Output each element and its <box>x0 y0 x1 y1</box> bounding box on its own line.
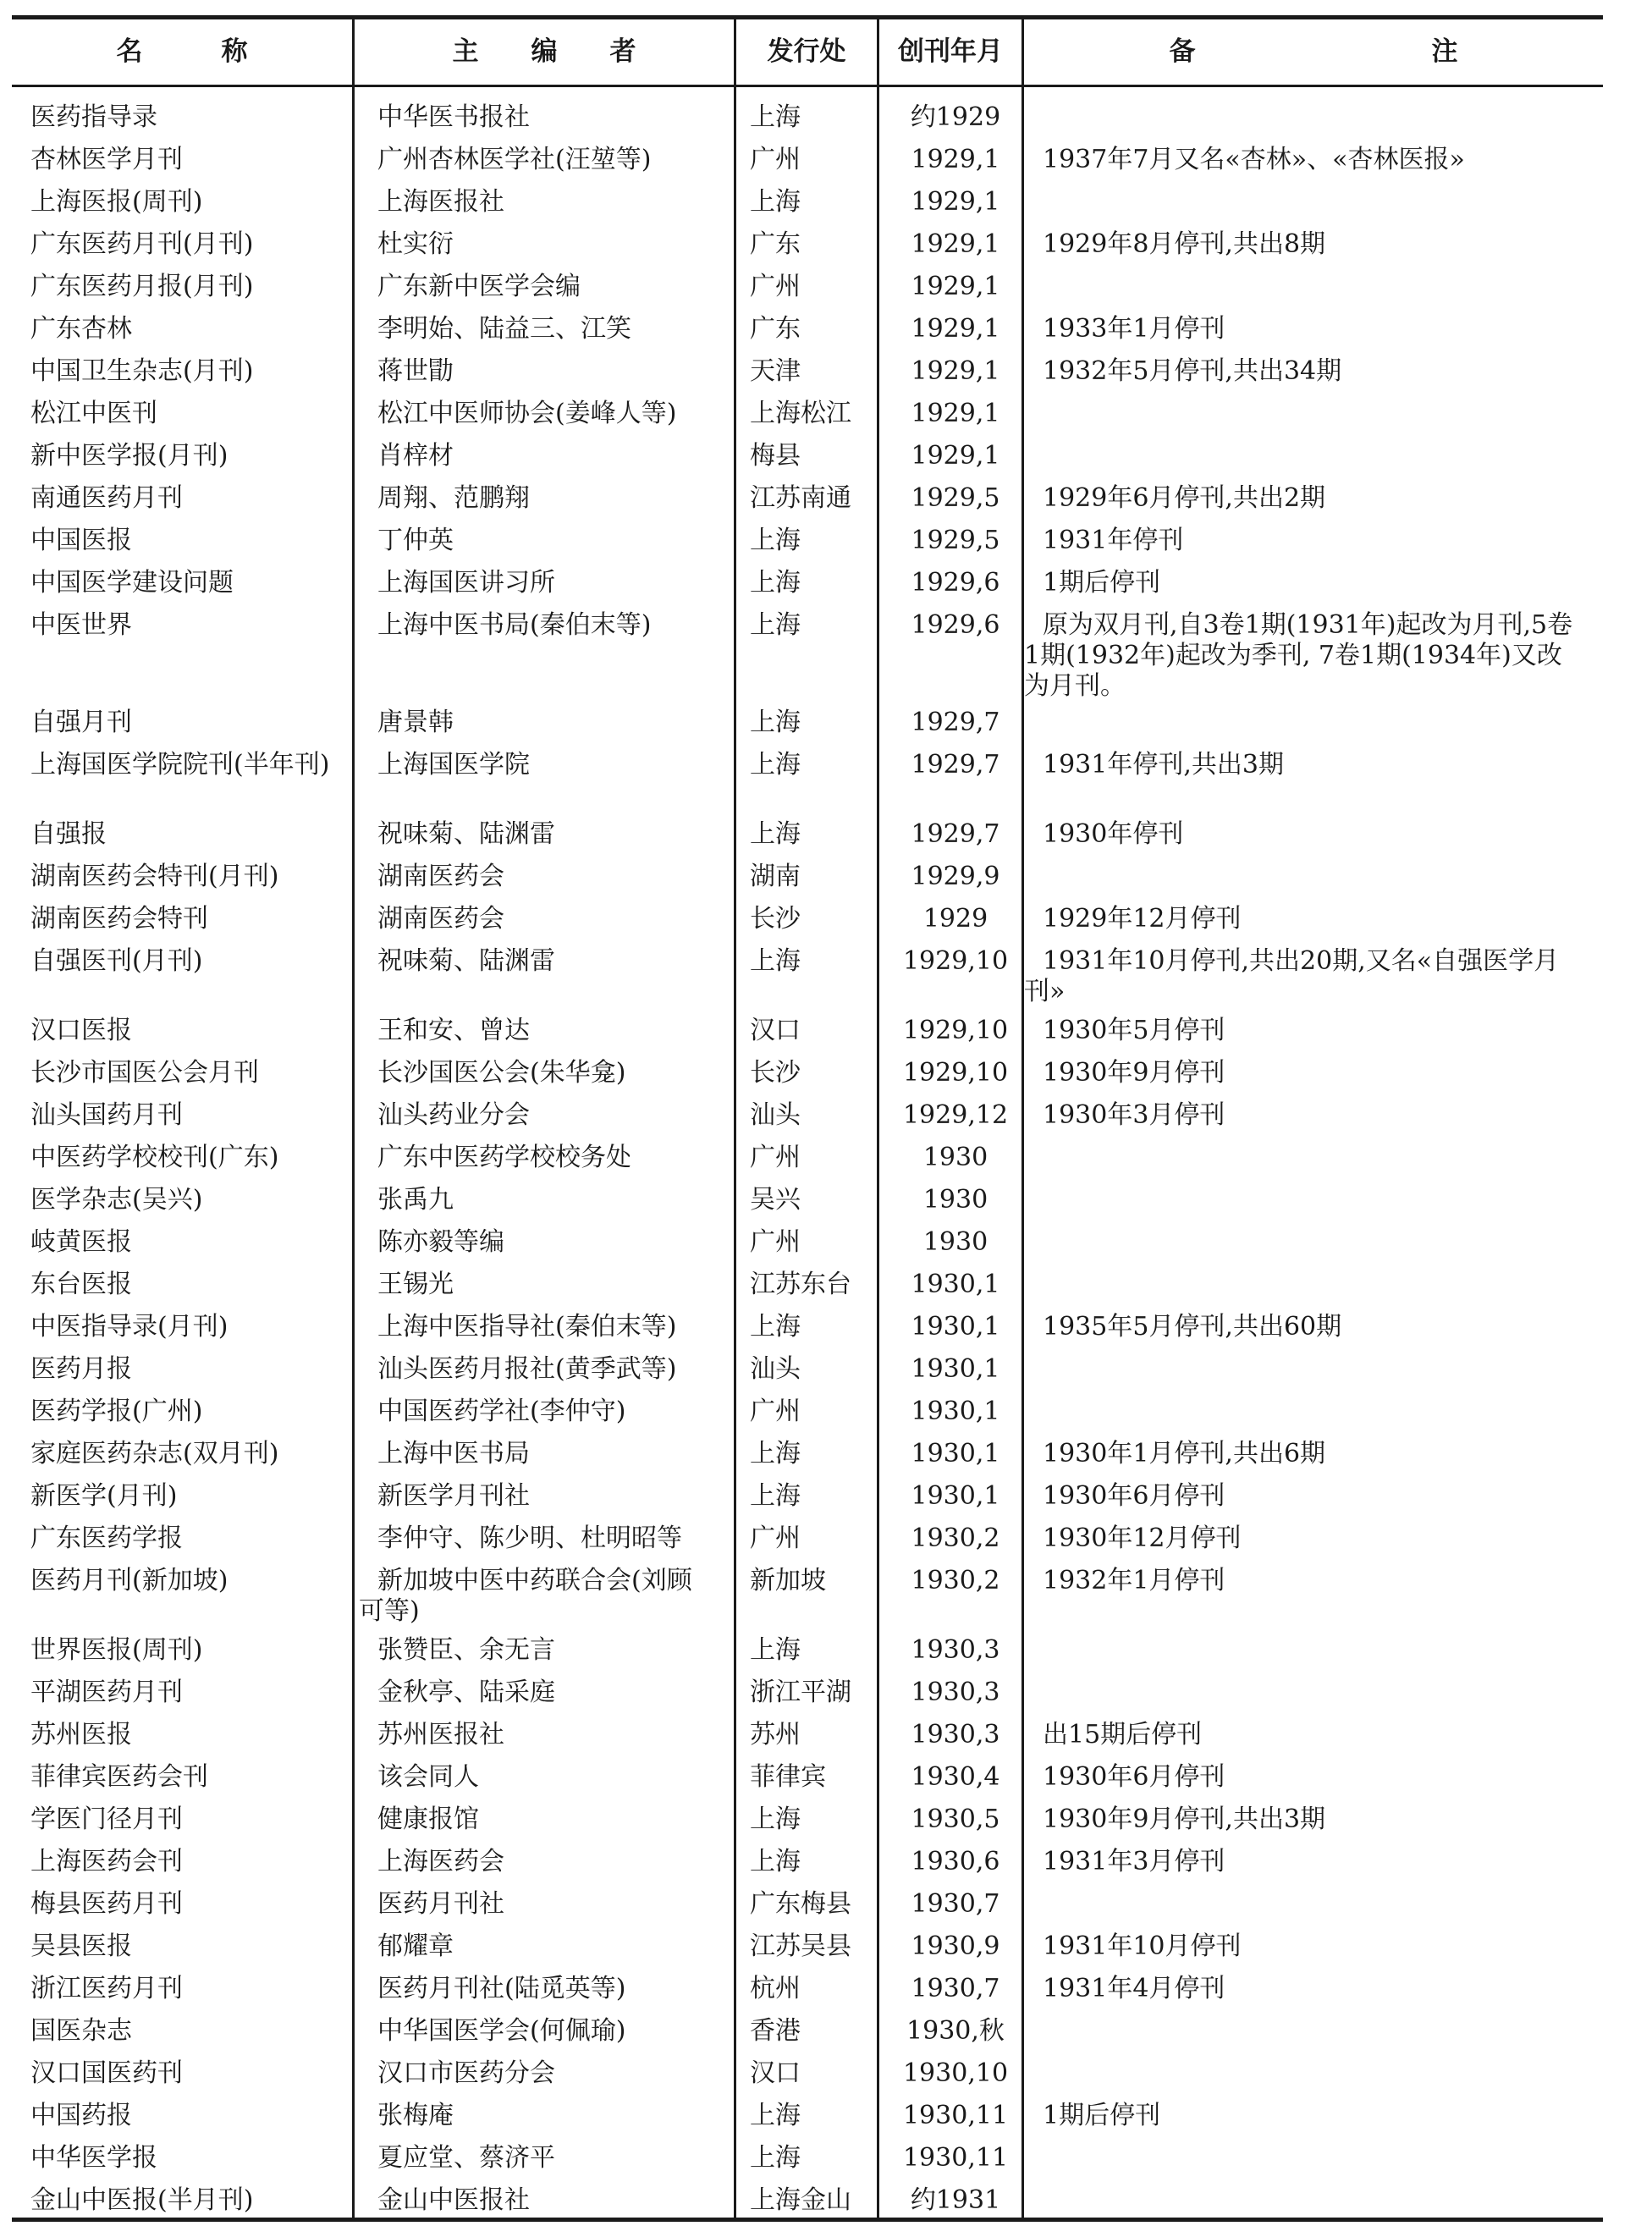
table-row <box>12 97 1603 140</box>
table-row <box>12 436 1603 478</box>
cell-editor: 祝味菊、陆渊雷 <box>377 946 555 976</box>
cell-year: 1929,1 <box>911 314 1000 344</box>
cell-editor: 该会同人 <box>377 1762 479 1792</box>
cell-editor: 松江中医师协会(姜峰人等) <box>377 399 677 428</box>
cell-editor: 汕头医药月报社(黄季武等) <box>377 1354 677 1384</box>
table-row <box>12 1561 1603 1630</box>
cell-year: 1929,5 <box>911 483 1000 513</box>
cell-place: 江苏东台 <box>750 1270 851 1299</box>
table-row <box>12 1265 1603 1307</box>
cell-editor: 湖南医药会 <box>377 862 504 891</box>
cell-name: 世界医报(周刊) <box>30 1635 203 1665</box>
cell-name: 梅县医药月刊 <box>30 1889 183 1919</box>
cell-place: 香港 <box>750 2016 801 2046</box>
table-row <box>12 2180 1603 2223</box>
periodical-table <box>12 0 1603 2237</box>
cell-year: 1930,1 <box>911 1270 1000 1299</box>
table-row <box>12 1476 1603 1518</box>
cell-name: 苏州医报 <box>30 1720 132 1749</box>
cell-place: 上海 <box>750 526 801 555</box>
cell-place: 广州 <box>750 145 801 174</box>
cell-year: 1930,7 <box>911 1889 1000 1919</box>
table-row <box>12 1180 1603 1222</box>
cell-note: 1930年6月停刊 <box>1043 1481 1225 1511</box>
table-row <box>12 267 1603 309</box>
cell-editor: 蒋世勖 <box>377 356 454 386</box>
cell-place: 广州 <box>750 1523 801 1553</box>
cell-place: 上海金山 <box>750 2185 851 2215</box>
table-body <box>12 97 1603 2223</box>
cell-place: 上海 <box>750 2101 801 2130</box>
cell-year: 1929,1 <box>911 145 1000 174</box>
cell-year: 1929,7 <box>911 750 1000 780</box>
cell-place: 汉口 <box>750 1016 801 1045</box>
cell-place: 上海 <box>750 1481 801 1511</box>
cell-year: 1929,12 <box>902 1100 1009 1130</box>
cell-name: 金山中医报(半月刊) <box>30 2185 254 2215</box>
cell-name: 湖南医药会特刊 <box>30 904 208 934</box>
cell-name: 广东杏林 <box>30 314 132 344</box>
cell-name: 汉口医报 <box>30 1016 132 1045</box>
cell-editor: 丁仲英 <box>377 526 454 555</box>
cell-name: 南通医药月刊 <box>30 483 183 513</box>
cell-note: 1929年12月停刊 <box>1043 904 1242 934</box>
table-row <box>12 1630 1603 1672</box>
cell-editor: 新医学月刊社 <box>377 1481 530 1511</box>
cell-editor: 唐景韩 <box>377 708 454 737</box>
cell-name: 自强月刊 <box>30 708 132 737</box>
table-row <box>12 309 1603 351</box>
cell-year: 1930,1 <box>911 1354 1000 1384</box>
cell-name: 中国药报 <box>30 2101 132 2130</box>
cell-editor: 王锡光 <box>377 1270 454 1299</box>
table-row <box>12 182 1603 224</box>
cell-name: 中医指导录(月刊) <box>30 1312 229 1342</box>
table-row <box>12 351 1603 394</box>
table-row <box>12 745 1603 814</box>
cell-year: 1930,1 <box>911 1481 1000 1511</box>
cell-name: 家庭医药杂志(双月刊) <box>30 1439 279 1468</box>
cell-note: 1931年3月停刊 <box>1043 1847 1225 1876</box>
cell-editor: 广东新中医学会编 <box>377 272 581 301</box>
cell-note: 1937年7月又名«杏林»、«杏林医报» <box>1043 145 1465 174</box>
cell-name: 东台医报 <box>30 1270 132 1299</box>
cell-place: 上海 <box>750 819 801 849</box>
cell-year: 1930,11 <box>902 2101 1009 2130</box>
cell-editor: 夏应堂、蔡济平 <box>377 2143 555 2173</box>
table-row <box>12 1011 1603 1053</box>
cell-name: 中国医报 <box>30 526 132 555</box>
cell-editor: 汉口市医药分会 <box>377 2058 555 2088</box>
cell-note: 1930年3月停刊 <box>1043 1100 1225 1130</box>
column-header-name: 名 称 <box>116 36 248 67</box>
cell-year: 1929,6 <box>911 568 1000 598</box>
cell-place: 广州 <box>750 1227 801 1257</box>
cell-note: 1930年5月停刊 <box>1043 1016 1225 1045</box>
table-row <box>12 1518 1603 1561</box>
cell-place: 上海 <box>750 2143 801 2173</box>
cell-name: 医药学报(广州) <box>30 1397 203 1426</box>
cell-place: 湖南 <box>750 862 801 891</box>
cell-name: 广东医药月刊(月刊) <box>30 229 254 259</box>
cell-note: 1931年10月停刊,共出20期,又名«自强医学月刊» <box>1024 946 1560 1006</box>
cell-editor: 广州杏林医学社(汪堃等) <box>377 145 652 174</box>
cell-name: 汕头国药月刊 <box>30 1100 183 1130</box>
cell-year: 约1929 <box>910 102 1001 132</box>
cell-year: 约1931 <box>910 2185 1001 2215</box>
cell-editor: 王和安、曾达 <box>377 1016 530 1045</box>
table-row <box>12 1307 1603 1349</box>
cell-year: 1929,7 <box>911 819 1000 849</box>
table-row <box>12 1715 1603 1757</box>
cell-note: 出15期后停刊 <box>1043 1720 1203 1749</box>
table-row <box>12 1672 1603 1715</box>
cell-editor: 李明始、陆益三、江笑 <box>377 314 631 344</box>
cell-place: 浙江平湖 <box>750 1678 851 1707</box>
cell-name: 杏林医学月刊 <box>30 145 183 174</box>
table-row <box>12 1138 1603 1180</box>
table-row <box>12 857 1603 899</box>
cell-year: 1930,7 <box>911 1974 1000 2003</box>
cell-year: 1929,1 <box>911 356 1000 386</box>
cell-editor: 中华国医学会(何佩瑜) <box>377 2016 626 2046</box>
cell-name: 自强医刊(月刊) <box>30 946 203 976</box>
cell-editor: 长沙国医公会(朱华龛) <box>377 1058 626 1088</box>
cell-place: 杭州 <box>750 1974 801 2003</box>
table-row <box>12 1053 1603 1095</box>
cell-editor: 郁耀章 <box>377 1931 454 1961</box>
cell-place: 广州 <box>750 1143 801 1172</box>
cell-place: 广州 <box>750 272 801 301</box>
cell-name: 中国医学建设问题 <box>30 568 234 598</box>
cell-year: 1929,10 <box>902 1058 1009 1088</box>
cell-name: 自强报 <box>30 819 107 849</box>
cell-place: 上海 <box>750 610 801 640</box>
table-row <box>12 1884 1603 1926</box>
cell-name: 浙江医药月刊 <box>30 1974 183 2003</box>
cell-year: 1929,1 <box>911 272 1000 301</box>
cell-editor: 上海国医讲习所 <box>377 568 555 598</box>
cell-year: 1930,4 <box>911 1762 1000 1792</box>
cell-editor: 汕头药业分会 <box>377 1100 530 1130</box>
cell-place: 广州 <box>750 1397 801 1426</box>
cell-year: 1930,3 <box>911 1678 1000 1707</box>
cell-year: 1929,10 <box>902 1016 1009 1045</box>
cell-year: 1930,3 <box>911 1720 1000 1749</box>
cell-year: 1929,10 <box>902 946 1009 976</box>
cell-name: 医药月刊(新加坡) <box>30 1566 229 1595</box>
cell-name: 中医世界 <box>30 610 132 640</box>
cell-note: 1929年8月停刊,共出8期 <box>1043 229 1326 259</box>
cell-place: 汕头 <box>750 1100 801 1130</box>
cell-place: 广东梅县 <box>750 1889 851 1919</box>
cell-editor: 张梅庵 <box>377 2101 454 2130</box>
cell-editor: 陈亦毅等编 <box>377 1227 504 1257</box>
table-row <box>12 814 1603 857</box>
cell-year: 1929 <box>922 904 988 934</box>
cell-editor: 金山中医报社 <box>377 2185 530 2215</box>
cell-place: 梅县 <box>750 441 801 471</box>
table-row <box>12 478 1603 521</box>
cell-editor: 中华医书报社 <box>377 102 530 132</box>
table-row <box>12 1434 1603 1476</box>
table-row <box>12 941 1603 1011</box>
cell-place: 汕头 <box>750 1354 801 1384</box>
column-header-editor: 主 编 者 <box>452 36 636 67</box>
cell-name: 广东医药学报 <box>30 1523 183 1553</box>
cell-note: 1930年停刊 <box>1043 819 1184 849</box>
cell-place: 上海 <box>750 750 801 780</box>
column-header-note: 备 注 <box>1169 36 1458 67</box>
cell-year: 1929,9 <box>911 862 1000 891</box>
cell-place: 上海 <box>750 946 801 976</box>
cell-year: 1930,1 <box>911 1312 1000 1342</box>
cell-editor: 金秋亭、陆采庭 <box>377 1678 555 1707</box>
cell-name: 国医杂志 <box>30 2016 132 2046</box>
cell-place: 上海松江 <box>750 399 851 428</box>
cell-name: 中国卫生杂志(月刊) <box>30 356 254 386</box>
cell-editor: 上海中医指导社(秦伯末等) <box>377 1312 677 1342</box>
cell-editor: 医药月刊社(陆觅英等) <box>377 1974 626 2003</box>
cell-note: 1931年10月停刊 <box>1043 1931 1242 1961</box>
cell-place: 上海 <box>750 187 801 217</box>
cell-place: 上海 <box>750 102 801 132</box>
cell-year: 1930,1 <box>911 1397 1000 1426</box>
cell-note: 1930年1月停刊,共出6期 <box>1043 1439 1326 1468</box>
cell-editor: 李仲守、陈少明、杜明昭等 <box>377 1523 682 1553</box>
cell-year: 1930,9 <box>911 1931 1000 1961</box>
cell-note: 1929年6月停刊,共出2期 <box>1043 483 1326 513</box>
table-row <box>12 2053 1603 2096</box>
cell-place: 长沙 <box>750 904 801 934</box>
cell-name: 上海国医学院院刊(半年刊) <box>30 750 330 780</box>
cell-name: 中华医学报 <box>30 2143 157 2173</box>
cell-place: 上海 <box>750 1312 801 1342</box>
table-row <box>12 899 1603 941</box>
cell-note: 1932年5月停刊,共出34期 <box>1043 356 1342 386</box>
table-row <box>12 2096 1603 2138</box>
cell-note: 原为双月刊,自3卷1期(1931年)起改为月刊,5卷1期(1932年)起改为季刊, 7卷1期(1934年)又改为月刊。 <box>1024 610 1573 701</box>
cell-name: 医学杂志(吴兴) <box>30 1185 203 1215</box>
table-row <box>12 521 1603 563</box>
cell-editor: 肖梓材 <box>377 441 454 471</box>
cell-place: 汉口 <box>750 2058 801 2088</box>
cell-place: 苏州 <box>750 1720 801 1749</box>
cell-editor: 上海国医学院 <box>377 750 530 780</box>
cell-name: 岐黄医报 <box>30 1227 132 1257</box>
cell-year: 1929,1 <box>911 187 1000 217</box>
cell-place: 上海 <box>750 1804 801 1834</box>
cell-place: 吴兴 <box>750 1185 801 1215</box>
cell-place: 新加坡 <box>750 1566 826 1595</box>
cell-place: 长沙 <box>750 1058 801 1088</box>
cell-name: 长沙市国医公会月刊 <box>30 1058 259 1088</box>
table-row <box>12 1349 1603 1391</box>
header-rule <box>12 85 1603 87</box>
cell-note: 1930年9月停刊,共出3期 <box>1043 1804 1326 1834</box>
cell-year: 1930,3 <box>911 1635 1000 1665</box>
cell-place: 江苏吴县 <box>750 1931 851 1961</box>
cell-name: 湖南医药会特刊(月刊) <box>30 862 279 891</box>
table-row <box>12 1095 1603 1138</box>
cell-year: 1929,1 <box>911 399 1000 428</box>
cell-name: 菲律宾医药会刊 <box>30 1762 208 1792</box>
table-row <box>12 2011 1603 2053</box>
cell-note: 1期后停刊 <box>1043 568 1161 598</box>
cell-place: 江苏南通 <box>750 483 851 513</box>
cell-year: 1930,11 <box>902 2143 1009 2173</box>
cell-note: 1935年5月停刊,共出60期 <box>1043 1312 1342 1342</box>
table-row <box>12 1222 1603 1265</box>
cell-editor: 广东中医药学校校务处 <box>377 1143 631 1172</box>
cell-year: 1929,1 <box>911 229 1000 259</box>
cell-editor: 上海医药会 <box>377 1847 504 1876</box>
cell-editor: 周翔、范鹏翔 <box>377 483 530 513</box>
cell-note: 1期后停刊 <box>1043 2101 1161 2130</box>
cell-year: 1930 <box>922 1227 988 1257</box>
cell-name: 上海医报(周刊) <box>30 187 203 217</box>
table-row <box>12 394 1603 436</box>
cell-year: 1930,1 <box>911 1439 1000 1468</box>
cell-editor: 上海医报社 <box>377 187 504 217</box>
cell-editor: 中国医药学社(李仲守) <box>377 1397 626 1426</box>
cell-year: 1930,10 <box>902 2058 1009 2088</box>
cell-name: 平湖医药月刊 <box>30 1678 183 1707</box>
cell-place: 广东 <box>750 314 801 344</box>
cell-note: 1931年停刊,共出3期 <box>1043 750 1284 780</box>
cell-name: 学医门径月刊 <box>30 1804 183 1834</box>
cell-editor: 新加坡中医中药联合会(刘顾可等) <box>359 1566 692 1626</box>
cell-note: 1931年停刊 <box>1043 526 1184 555</box>
cell-year: 1930,2 <box>911 1566 1000 1595</box>
cell-year: 1930,秋 <box>906 2016 1005 2046</box>
table-row <box>12 1757 1603 1799</box>
table-row <box>12 1799 1603 1842</box>
cell-editor: 上海中医书局(秦伯末等) <box>377 610 652 640</box>
cell-name: 新医学(月刊) <box>30 1481 178 1511</box>
cell-place: 天津 <box>750 356 801 386</box>
table-row <box>12 1842 1603 1884</box>
cell-note: 1930年12月停刊 <box>1043 1523 1242 1553</box>
cell-name: 松江中医刊 <box>30 399 157 428</box>
cell-year: 1929,7 <box>911 708 1000 737</box>
table-row <box>12 2138 1603 2180</box>
cell-editor: 湖南医药会 <box>377 904 504 934</box>
cell-note: 1931年4月停刊 <box>1043 1974 1225 2003</box>
table-row <box>12 605 1603 703</box>
cell-year: 1930 <box>922 1143 988 1172</box>
cell-editor: 祝味菊、陆渊雷 <box>377 819 555 849</box>
cell-editor: 苏州医报社 <box>377 1720 504 1749</box>
table-row <box>12 563 1603 605</box>
cell-year: 1930,2 <box>911 1523 1000 1553</box>
cell-editor: 杜实衍 <box>377 229 454 259</box>
cell-name: 汉口国医药刊 <box>30 2058 183 2088</box>
table-row <box>12 140 1603 182</box>
table-row <box>12 224 1603 267</box>
cell-name: 中医药学校校刊(广东) <box>30 1143 279 1172</box>
cell-note: 1933年1月停刊 <box>1043 314 1225 344</box>
cell-year: 1929,5 <box>911 526 1000 555</box>
cell-name: 广东医药月报(月刊) <box>30 272 254 301</box>
cell-editor: 医药月刊社 <box>377 1889 504 1919</box>
cell-name: 新中医学报(月刊) <box>30 441 229 471</box>
column-header-place: 发行处 <box>767 36 846 67</box>
cell-place: 上海 <box>750 568 801 598</box>
cell-year: 1929,1 <box>911 441 1000 471</box>
cell-year: 1929,6 <box>911 610 1000 640</box>
cell-note: 1930年9月停刊 <box>1043 1058 1225 1088</box>
cell-name: 医药月报 <box>30 1354 132 1384</box>
cell-editor: 张赞臣、余无言 <box>377 1635 555 1665</box>
column-header-year: 创刊年月 <box>898 36 1003 67</box>
cell-place: 菲律宾 <box>750 1762 826 1792</box>
cell-name: 医药指导录 <box>30 102 157 132</box>
cell-place: 上海 <box>750 708 801 737</box>
cell-place: 上海 <box>750 1847 801 1876</box>
cell-editor: 健康报馆 <box>377 1804 479 1834</box>
cell-place: 广东 <box>750 229 801 259</box>
table-row <box>12 1926 1603 1969</box>
cell-year: 1930 <box>922 1185 988 1215</box>
table-row <box>12 1969 1603 2011</box>
table-row <box>12 1391 1603 1434</box>
cell-note: 1932年1月停刊 <box>1043 1566 1225 1595</box>
cell-name: 吴县医报 <box>30 1931 132 1961</box>
table-row <box>12 703 1603 745</box>
cell-editor: 上海中医书局 <box>377 1439 530 1468</box>
cell-place: 上海 <box>750 1635 801 1665</box>
cell-editor: 张禹九 <box>377 1185 454 1215</box>
cell-year: 1930,5 <box>911 1804 1000 1834</box>
cell-year: 1930,6 <box>911 1847 1000 1876</box>
cell-note: 1930年6月停刊 <box>1043 1762 1225 1792</box>
cell-name: 上海医药会刊 <box>30 1847 183 1876</box>
cell-place: 上海 <box>750 1439 801 1468</box>
